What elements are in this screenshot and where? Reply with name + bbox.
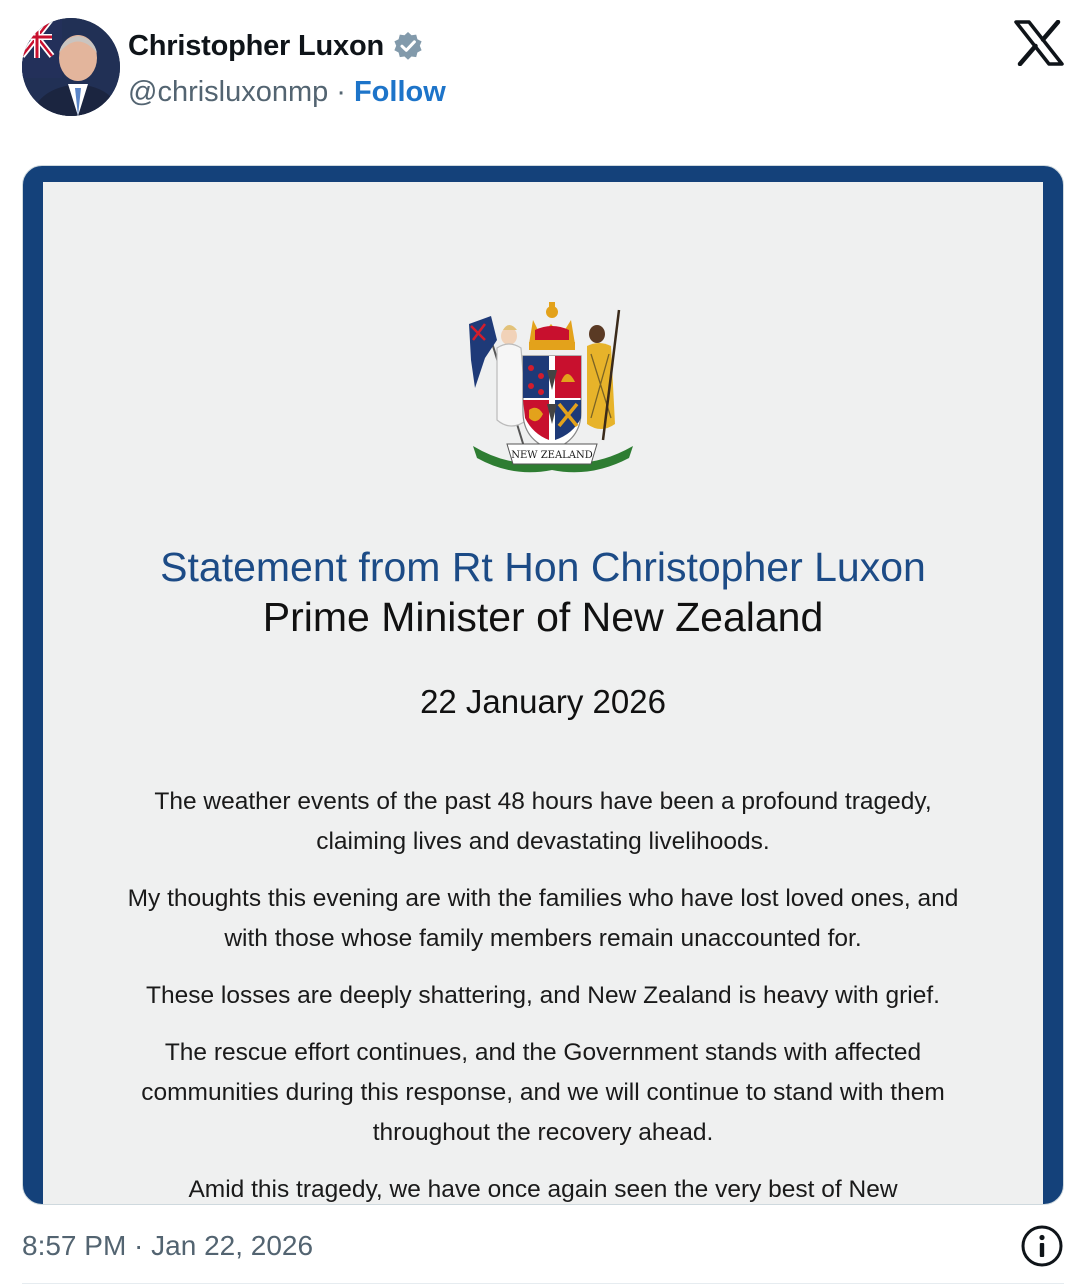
statement-paragraph: Amid this tragedy, we have once again seen the very best of New: [188, 1176, 898, 1203]
tweet-header: [0, 0, 1080, 140]
statement-document: [43, 182, 1043, 1205]
follow-button[interactable]: Follow: [353, 75, 446, 108]
statement-title: Statement from Rt Hon Christopher Luxon: [160, 544, 926, 590]
statement-paragraph: My thoughts this evening are with the families who have lost loved ones, and with those whose family members remain unaccounted for.: [127, 885, 959, 952]
x-logo-icon[interactable]: [1014, 20, 1064, 66]
tweet-timestamp[interactable]: 8:57 PM · Jan 22, 2026: [22, 1230, 314, 1261]
statement-body: [123, 782, 963, 1205]
statement-subtitle: Prime Minister of New Zealand: [262, 594, 824, 640]
statement-paragraph: These losses are deeply shattering, and New Zealand is heavy with grief.: [146, 982, 940, 1009]
nz-coat-of-arms: [463, 300, 643, 482]
tweet-media-image[interactable]: [22, 165, 1064, 1205]
author-name-row: [128, 26, 424, 66]
author-avatar[interactable]: [22, 18, 120, 116]
statement-paragraph: The weather events of the past 48 hours have been a profound tragedy, claiming lives and devastating livelihoods.: [154, 788, 932, 855]
verified-badge-icon: [392, 30, 424, 62]
statement-paragraph: The rescue effort continues, and the Government stands with affected communities during this response, and we will continue to stand with them throughout the recovery ahead.: [141, 1039, 945, 1146]
divider: [22, 1283, 1064, 1284]
author-name[interactable]: Christopher Luxon: [128, 29, 384, 62]
separator-dot: ·: [336, 75, 346, 108]
statement-date: 22 January 2026: [420, 683, 666, 720]
crest-banner-text: NEW ZEALAND: [511, 450, 593, 461]
author-handle[interactable]: @chrisluxonmp: [128, 75, 329, 108]
info-icon[interactable]: [1020, 1224, 1064, 1268]
author-handle-row: [128, 72, 446, 112]
